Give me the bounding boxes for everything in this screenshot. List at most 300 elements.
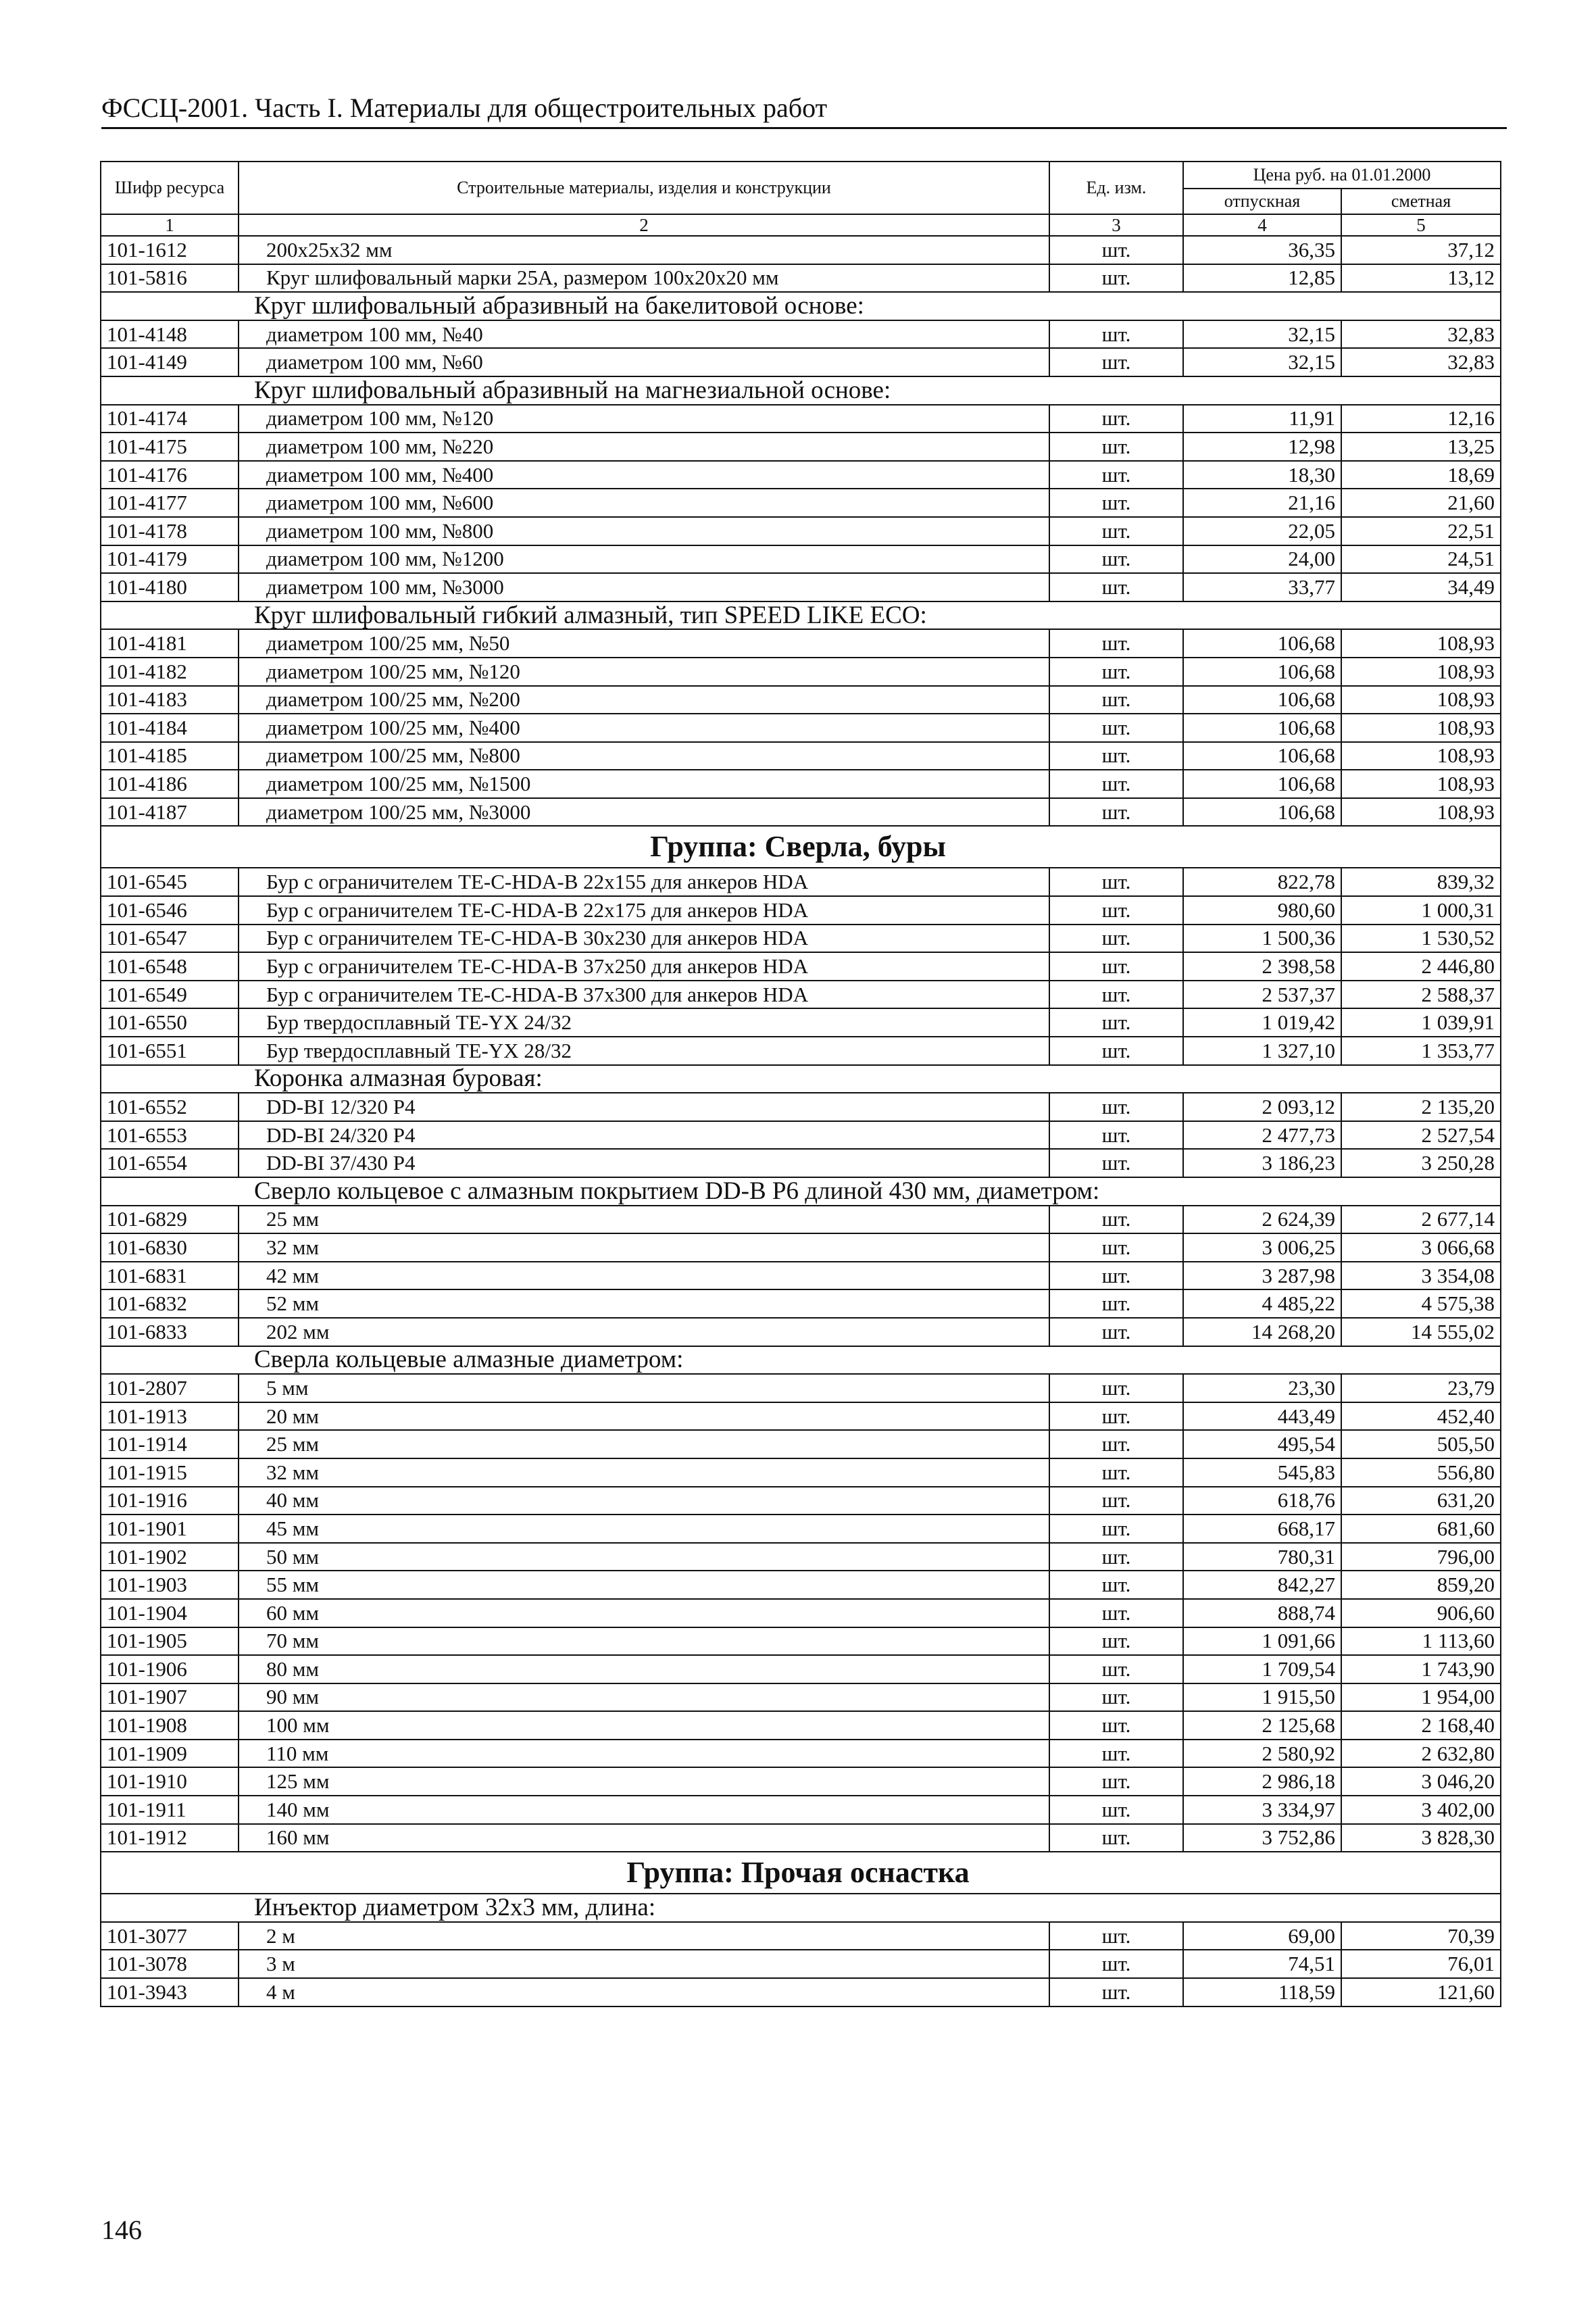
resource-code: 101-6546	[101, 896, 239, 925]
group-title: Группа: Сверла, буры	[101, 826, 1501, 868]
table-row	[101, 1571, 1501, 1599]
release-price: 2 986,18	[1183, 1767, 1341, 1796]
estimate-price: 3 402,00	[1341, 1796, 1501, 1824]
release-price: 74,51	[1183, 1950, 1341, 1978]
table-row	[101, 489, 1501, 517]
material-name: Бур твердосплавный TE-YX 28/32	[239, 1037, 1049, 1065]
material-name: 5 мм	[239, 1374, 1049, 1402]
table-row	[101, 1206, 1501, 1234]
header-unit: Ед. изм.	[1049, 162, 1183, 214]
unit-cell: шт.	[1049, 742, 1183, 770]
material-name: 2 м	[239, 1922, 1049, 1950]
release-price: 22,05	[1183, 517, 1341, 545]
header-release-price: отпускная	[1183, 189, 1341, 214]
release-price: 3 334,97	[1183, 1796, 1341, 1824]
resource-code: 101-6830	[101, 1233, 239, 1262]
table-row	[101, 1796, 1501, 1824]
material-name: диаметром 100/25 мм, №3000	[239, 798, 1049, 827]
resource-code: 101-3078	[101, 1950, 239, 1978]
material-name: 160 мм	[239, 1824, 1049, 1852]
release-price: 3 006,25	[1183, 1233, 1341, 1262]
release-price: 618,76	[1183, 1487, 1341, 1515]
table-row	[101, 1430, 1501, 1458]
estimate-price: 108,93	[1341, 770, 1501, 798]
table-row	[101, 629, 1501, 658]
release-price: 495,54	[1183, 1430, 1341, 1458]
estimate-price: 121,60	[1341, 1978, 1501, 2007]
table-row	[101, 1374, 1501, 1402]
column-number: 4	[1183, 214, 1341, 236]
estimate-price: 3 354,08	[1341, 1262, 1501, 1290]
release-price: 23,30	[1183, 1374, 1341, 1402]
estimate-price: 13,12	[1341, 264, 1501, 293]
table-row	[101, 1262, 1501, 1290]
subheading-text: Коронка алмазная буровая:	[101, 1065, 1501, 1093]
unit-cell: шт.	[1049, 1458, 1183, 1487]
resource-code: 101-6829	[101, 1206, 239, 1234]
estimate-price: 1 743,90	[1341, 1655, 1501, 1683]
material-name: 25 мм	[239, 1206, 1049, 1234]
release-price: 1 091,66	[1183, 1627, 1341, 1656]
unit-cell: шт.	[1049, 1922, 1183, 1950]
resource-code: 101-4179	[101, 545, 239, 574]
estimate-price: 1 353,77	[1341, 1037, 1501, 1065]
release-price: 2 398,58	[1183, 952, 1341, 981]
release-price: 14 268,20	[1183, 1318, 1341, 1346]
resource-code: 101-6553	[101, 1121, 239, 1150]
estimate-price: 4 575,38	[1341, 1289, 1501, 1318]
material-name: диаметром 100/25 мм, №120	[239, 658, 1049, 686]
estimate-price: 12,16	[1341, 405, 1501, 433]
material-name: 80 мм	[239, 1655, 1049, 1683]
resource-code: 101-1910	[101, 1767, 239, 1796]
table-row	[101, 868, 1501, 896]
unit-cell: шт.	[1049, 1037, 1183, 1065]
release-price: 11,91	[1183, 405, 1341, 433]
resource-code: 101-4187	[101, 798, 239, 827]
resource-code: 101-1911	[101, 1796, 239, 1824]
subheading-text: Инъектор диаметром 32х3 мм, длина:	[101, 1894, 1501, 1922]
subheading-text: Сверла кольцевые алмазные диаметром:	[101, 1346, 1501, 1375]
resource-code: 101-6548	[101, 952, 239, 981]
table-row	[101, 1037, 1501, 1065]
resource-code: 101-4176	[101, 461, 239, 489]
group-row	[101, 826, 1501, 868]
table-row	[101, 798, 1501, 827]
resource-code: 101-2807	[101, 1374, 239, 1402]
page-number: 146	[101, 2215, 142, 2245]
estimate-price: 2 527,54	[1341, 1121, 1501, 1150]
unit-cell: шт.	[1049, 658, 1183, 686]
material-name: диаметром 100 мм, №40	[239, 320, 1049, 349]
resource-code: 101-4181	[101, 629, 239, 658]
unit-cell: шт.	[1049, 517, 1183, 545]
material-name: 32 мм	[239, 1233, 1049, 1262]
table-row	[101, 1149, 1501, 1177]
resource-code: 101-4178	[101, 517, 239, 545]
estimate-price: 18,69	[1341, 461, 1501, 489]
resource-code: 101-1906	[101, 1655, 239, 1683]
page-header: ФССЦ-2001. Часть I. Материалы для общестроительных работ	[101, 91, 1507, 129]
release-price: 2 477,73	[1183, 1121, 1341, 1150]
unit-cell: шт.	[1049, 236, 1183, 264]
release-price: 106,68	[1183, 714, 1341, 742]
table-row	[101, 1543, 1501, 1571]
material-name: диаметром 100 мм, №400	[239, 461, 1049, 489]
estimate-price: 2 677,14	[1341, 1206, 1501, 1234]
release-price: 3 287,98	[1183, 1262, 1341, 1290]
header-price-group: Цена руб. на 01.01.2000	[1183, 162, 1501, 189]
table-row	[101, 952, 1501, 981]
material-name: 125 мм	[239, 1767, 1049, 1796]
release-price: 106,68	[1183, 770, 1341, 798]
material-name: 202 мм	[239, 1318, 1049, 1346]
material-name: Бур с ограничителем TE-C-HDA-B 37х250 для анкеров HDA	[239, 952, 1049, 981]
estimate-price: 1 954,00	[1341, 1683, 1501, 1712]
estimate-price: 1 530,52	[1341, 925, 1501, 953]
resource-code: 101-6554	[101, 1149, 239, 1177]
table-row	[101, 1950, 1501, 1978]
table-row	[101, 1978, 1501, 2007]
unit-cell: шт.	[1049, 1262, 1183, 1290]
estimate-price: 24,51	[1341, 545, 1501, 574]
material-name: диаметром 100/25 мм, №200	[239, 686, 1049, 714]
group-row	[101, 1852, 1501, 1894]
unit-cell: шт.	[1049, 1599, 1183, 1627]
subheading-row	[101, 376, 1501, 405]
unit-cell: шт.	[1049, 1571, 1183, 1599]
estimate-price: 2 446,80	[1341, 952, 1501, 981]
estimate-price: 3 828,30	[1341, 1824, 1501, 1852]
unit-cell: шт.	[1049, 1402, 1183, 1431]
estimate-price: 505,50	[1341, 1430, 1501, 1458]
unit-cell: шт.	[1049, 1093, 1183, 1121]
resource-code: 101-1915	[101, 1458, 239, 1487]
unit-cell: шт.	[1049, 1121, 1183, 1150]
estimate-price: 108,93	[1341, 686, 1501, 714]
material-name: DD-BI 12/320 P4	[239, 1093, 1049, 1121]
resource-code: 101-1902	[101, 1543, 239, 1571]
resource-code: 101-4177	[101, 489, 239, 517]
resource-code: 101-6832	[101, 1289, 239, 1318]
table-row	[101, 1233, 1501, 1262]
resource-code: 101-1912	[101, 1824, 239, 1852]
estimate-price: 13,25	[1341, 433, 1501, 461]
release-price: 106,68	[1183, 658, 1341, 686]
estimate-price: 2 632,80	[1341, 1740, 1501, 1768]
table-row	[101, 1402, 1501, 1431]
release-price: 980,60	[1183, 896, 1341, 925]
estimate-price: 1 039,91	[1341, 1008, 1501, 1037]
resource-code: 101-6552	[101, 1093, 239, 1121]
estimate-price: 859,20	[1341, 1571, 1501, 1599]
unit-cell: шт.	[1049, 1683, 1183, 1712]
table-row	[101, 770, 1501, 798]
resource-code: 101-1901	[101, 1515, 239, 1543]
table-body	[101, 236, 1501, 2007]
material-name: 140 мм	[239, 1796, 1049, 1824]
material-name: 4 м	[239, 1978, 1049, 2007]
estimate-price: 2 588,37	[1341, 981, 1501, 1009]
release-price: 3 186,23	[1183, 1149, 1341, 1177]
unit-cell: шт.	[1049, 770, 1183, 798]
material-name: DD-BI 37/430 P4	[239, 1149, 1049, 1177]
material-name: Бур с ограничителем TE-C-HDA-B 22х175 для анкеров HDA	[239, 896, 1049, 925]
resource-code: 101-4185	[101, 742, 239, 770]
release-price: 106,68	[1183, 798, 1341, 827]
material-name: Бур с ограничителем TE-C-HDA-B 22х155 для анкеров HDA	[239, 868, 1049, 896]
estimate-price: 3 066,68	[1341, 1233, 1501, 1262]
unit-cell: шт.	[1049, 433, 1183, 461]
release-price: 1 709,54	[1183, 1655, 1341, 1683]
release-price: 2 580,92	[1183, 1740, 1341, 1768]
material-name: диаметром 100 мм, №600	[239, 489, 1049, 517]
material-name: 90 мм	[239, 1683, 1049, 1712]
unit-cell: шт.	[1049, 461, 1183, 489]
material-name: 42 мм	[239, 1262, 1049, 1290]
estimate-price: 76,01	[1341, 1950, 1501, 1978]
unit-cell: шт.	[1049, 1711, 1183, 1740]
release-price: 36,35	[1183, 236, 1341, 264]
table-row	[101, 686, 1501, 714]
resource-code: 101-1904	[101, 1599, 239, 1627]
unit-cell: шт.	[1049, 1740, 1183, 1768]
subheading-row	[101, 1346, 1501, 1375]
subheading-text: Круг шлифовальный абразивный на бакелитовой основе:	[101, 292, 1501, 320]
release-price: 822,78	[1183, 868, 1341, 896]
release-price: 1 019,42	[1183, 1008, 1341, 1037]
release-price: 18,30	[1183, 461, 1341, 489]
resource-code: 101-1907	[101, 1683, 239, 1712]
resource-code: 101-3077	[101, 1922, 239, 1950]
table-row	[101, 1599, 1501, 1627]
resource-code: 101-4180	[101, 573, 239, 601]
material-name: диаметром 100 мм, №60	[239, 348, 1049, 376]
unit-cell: шт.	[1049, 1950, 1183, 1978]
estimate-price: 22,51	[1341, 517, 1501, 545]
unit-cell: шт.	[1049, 1767, 1183, 1796]
estimate-price: 452,40	[1341, 1402, 1501, 1431]
table-row	[101, 1008, 1501, 1037]
release-price: 2 125,68	[1183, 1711, 1341, 1740]
release-price: 780,31	[1183, 1543, 1341, 1571]
release-price: 21,16	[1183, 489, 1341, 517]
estimate-price: 1 113,60	[1341, 1627, 1501, 1656]
unit-cell: шт.	[1049, 1430, 1183, 1458]
estimate-price: 839,32	[1341, 868, 1501, 896]
material-name: 100 мм	[239, 1711, 1049, 1740]
resource-code: 101-4148	[101, 320, 239, 349]
table-row	[101, 461, 1501, 489]
unit-cell: шт.	[1049, 686, 1183, 714]
release-price: 106,68	[1183, 686, 1341, 714]
table-row	[101, 1824, 1501, 1852]
table-row	[101, 433, 1501, 461]
material-name: 60 мм	[239, 1599, 1049, 1627]
release-price: 842,27	[1183, 1571, 1341, 1599]
resource-code: 101-1908	[101, 1711, 239, 1740]
table-row	[101, 545, 1501, 574]
resource-code: 101-1913	[101, 1402, 239, 1431]
unit-cell: шт.	[1049, 868, 1183, 896]
release-price: 33,77	[1183, 573, 1341, 601]
table-row	[101, 1458, 1501, 1487]
unit-cell: шт.	[1049, 1487, 1183, 1515]
column-number: 5	[1341, 214, 1501, 236]
unit-cell: шт.	[1049, 1318, 1183, 1346]
material-name: диаметром 100 мм, №3000	[239, 573, 1049, 601]
unit-cell: шт.	[1049, 1374, 1183, 1402]
unit-cell: шт.	[1049, 545, 1183, 574]
subheading-row	[101, 1894, 1501, 1922]
column-number: 1	[101, 214, 239, 236]
estimate-price: 796,00	[1341, 1543, 1501, 1571]
material-name: диаметром 100/25 мм, №50	[239, 629, 1049, 658]
material-name: 55 мм	[239, 1571, 1049, 1599]
table-row	[101, 1627, 1501, 1656]
release-price: 545,83	[1183, 1458, 1341, 1487]
resource-code: 101-3943	[101, 1978, 239, 2007]
material-name: Бур с ограничителем TE-C-HDA-B 37х300 для анкеров HDA	[239, 981, 1049, 1009]
subheading-row	[101, 1065, 1501, 1093]
estimate-price: 3 250,28	[1341, 1149, 1501, 1177]
material-name: 32 мм	[239, 1458, 1049, 1487]
resource-code: 101-4175	[101, 433, 239, 461]
resource-code: 101-4174	[101, 405, 239, 433]
table-row	[101, 714, 1501, 742]
table-row	[101, 1740, 1501, 1768]
release-price: 443,49	[1183, 1402, 1341, 1431]
price-table	[100, 161, 1501, 2007]
material-name: 20 мм	[239, 1402, 1049, 1431]
estimate-price: 23,79	[1341, 1374, 1501, 1402]
unit-cell: шт.	[1049, 1655, 1183, 1683]
table-row	[101, 981, 1501, 1009]
table-row	[101, 1711, 1501, 1740]
subheading-row	[101, 601, 1501, 630]
table-row	[101, 348, 1501, 376]
release-price: 24,00	[1183, 545, 1341, 574]
material-name: DD-BI 24/320 P4	[239, 1121, 1049, 1150]
unit-cell: шт.	[1049, 405, 1183, 433]
table-row	[101, 1487, 1501, 1515]
release-price: 668,17	[1183, 1515, 1341, 1543]
unit-cell: шт.	[1049, 981, 1183, 1009]
unit-cell: шт.	[1049, 1543, 1183, 1571]
release-price: 888,74	[1183, 1599, 1341, 1627]
subheading-row	[101, 292, 1501, 320]
table-row	[101, 517, 1501, 545]
release-price: 106,68	[1183, 629, 1341, 658]
table-row	[101, 264, 1501, 293]
table-row	[101, 1318, 1501, 1346]
material-name: 3 м	[239, 1950, 1049, 1978]
release-price: 1 500,36	[1183, 925, 1341, 953]
estimate-price: 108,93	[1341, 714, 1501, 742]
resource-code: 101-1903	[101, 1571, 239, 1599]
group-title: Группа: Прочая оснастка	[101, 1852, 1501, 1894]
unit-cell: шт.	[1049, 798, 1183, 827]
material-name: 50 мм	[239, 1543, 1049, 1571]
table-row	[101, 1121, 1501, 1150]
header-estimate-price: сметная	[1341, 189, 1501, 214]
release-price: 118,59	[1183, 1978, 1341, 2007]
estimate-price: 108,93	[1341, 629, 1501, 658]
resource-code: 101-5816	[101, 264, 239, 293]
unit-cell: шт.	[1049, 489, 1183, 517]
material-name: Бур с ограничителем TE-C-HDA-B 30х230 для анкеров HDA	[239, 925, 1049, 953]
unit-cell: шт.	[1049, 1233, 1183, 1262]
table-row	[101, 1515, 1501, 1543]
resource-code: 101-6545	[101, 868, 239, 896]
estimate-price: 37,12	[1341, 236, 1501, 264]
material-name: 25 мм	[239, 1430, 1049, 1458]
material-name: 70 мм	[239, 1627, 1049, 1656]
table-row	[101, 1767, 1501, 1796]
unit-cell: шт.	[1049, 1008, 1183, 1037]
resource-code: 101-6831	[101, 1262, 239, 1290]
table-row	[101, 236, 1501, 264]
resource-code: 101-6550	[101, 1008, 239, 1037]
resource-code: 101-4186	[101, 770, 239, 798]
estimate-price: 1 000,31	[1341, 896, 1501, 925]
material-name: 200х25х32 мм	[239, 236, 1049, 264]
release-price: 12,98	[1183, 433, 1341, 461]
unit-cell: шт.	[1049, 1627, 1183, 1656]
estimate-price: 70,39	[1341, 1922, 1501, 1950]
unit-cell: шт.	[1049, 1978, 1183, 2007]
release-price: 32,15	[1183, 320, 1341, 349]
header-name: Строительные материалы, изделия и конструкции	[239, 162, 1049, 214]
material-name: диаметром 100/25 мм, №800	[239, 742, 1049, 770]
estimate-price: 21,60	[1341, 489, 1501, 517]
estimate-price: 14 555,02	[1341, 1318, 1501, 1346]
release-price: 32,15	[1183, 348, 1341, 376]
material-name: 40 мм	[239, 1487, 1049, 1515]
table-row	[101, 1093, 1501, 1121]
table-row	[101, 742, 1501, 770]
table-row	[101, 1655, 1501, 1683]
material-name: диаметром 100/25 мм, №400	[239, 714, 1049, 742]
resource-code: 101-1905	[101, 1627, 239, 1656]
resource-code: 101-1914	[101, 1430, 239, 1458]
subheading-text: Круг шлифовальный абразивный на магнезиальной основе:	[101, 376, 1501, 405]
material-name: диаметром 100 мм, №220	[239, 433, 1049, 461]
unit-cell: шт.	[1049, 1149, 1183, 1177]
estimate-price: 32,83	[1341, 320, 1501, 349]
subheading-text: Сверло кольцевое с алмазным покрытием DD-B P6 длиной 430 мм, диаметром:	[101, 1177, 1501, 1206]
estimate-price: 3 046,20	[1341, 1767, 1501, 1796]
column-number: 2	[239, 214, 1049, 236]
unit-cell: шт.	[1049, 925, 1183, 953]
resource-code: 101-6833	[101, 1318, 239, 1346]
resource-code: 101-1916	[101, 1487, 239, 1515]
estimate-price: 34,49	[1341, 573, 1501, 601]
unit-cell: шт.	[1049, 1206, 1183, 1234]
resource-code: 101-1612	[101, 236, 239, 264]
table-row	[101, 658, 1501, 686]
unit-cell: шт.	[1049, 348, 1183, 376]
release-price: 69,00	[1183, 1922, 1341, 1950]
resource-code: 101-6547	[101, 925, 239, 953]
table-row	[101, 1683, 1501, 1712]
resource-code: 101-6551	[101, 1037, 239, 1065]
unit-cell: шт.	[1049, 1824, 1183, 1852]
estimate-price: 108,93	[1341, 798, 1501, 827]
estimate-price: 108,93	[1341, 742, 1501, 770]
material-name: 52 мм	[239, 1289, 1049, 1318]
resource-code: 101-1909	[101, 1740, 239, 1768]
